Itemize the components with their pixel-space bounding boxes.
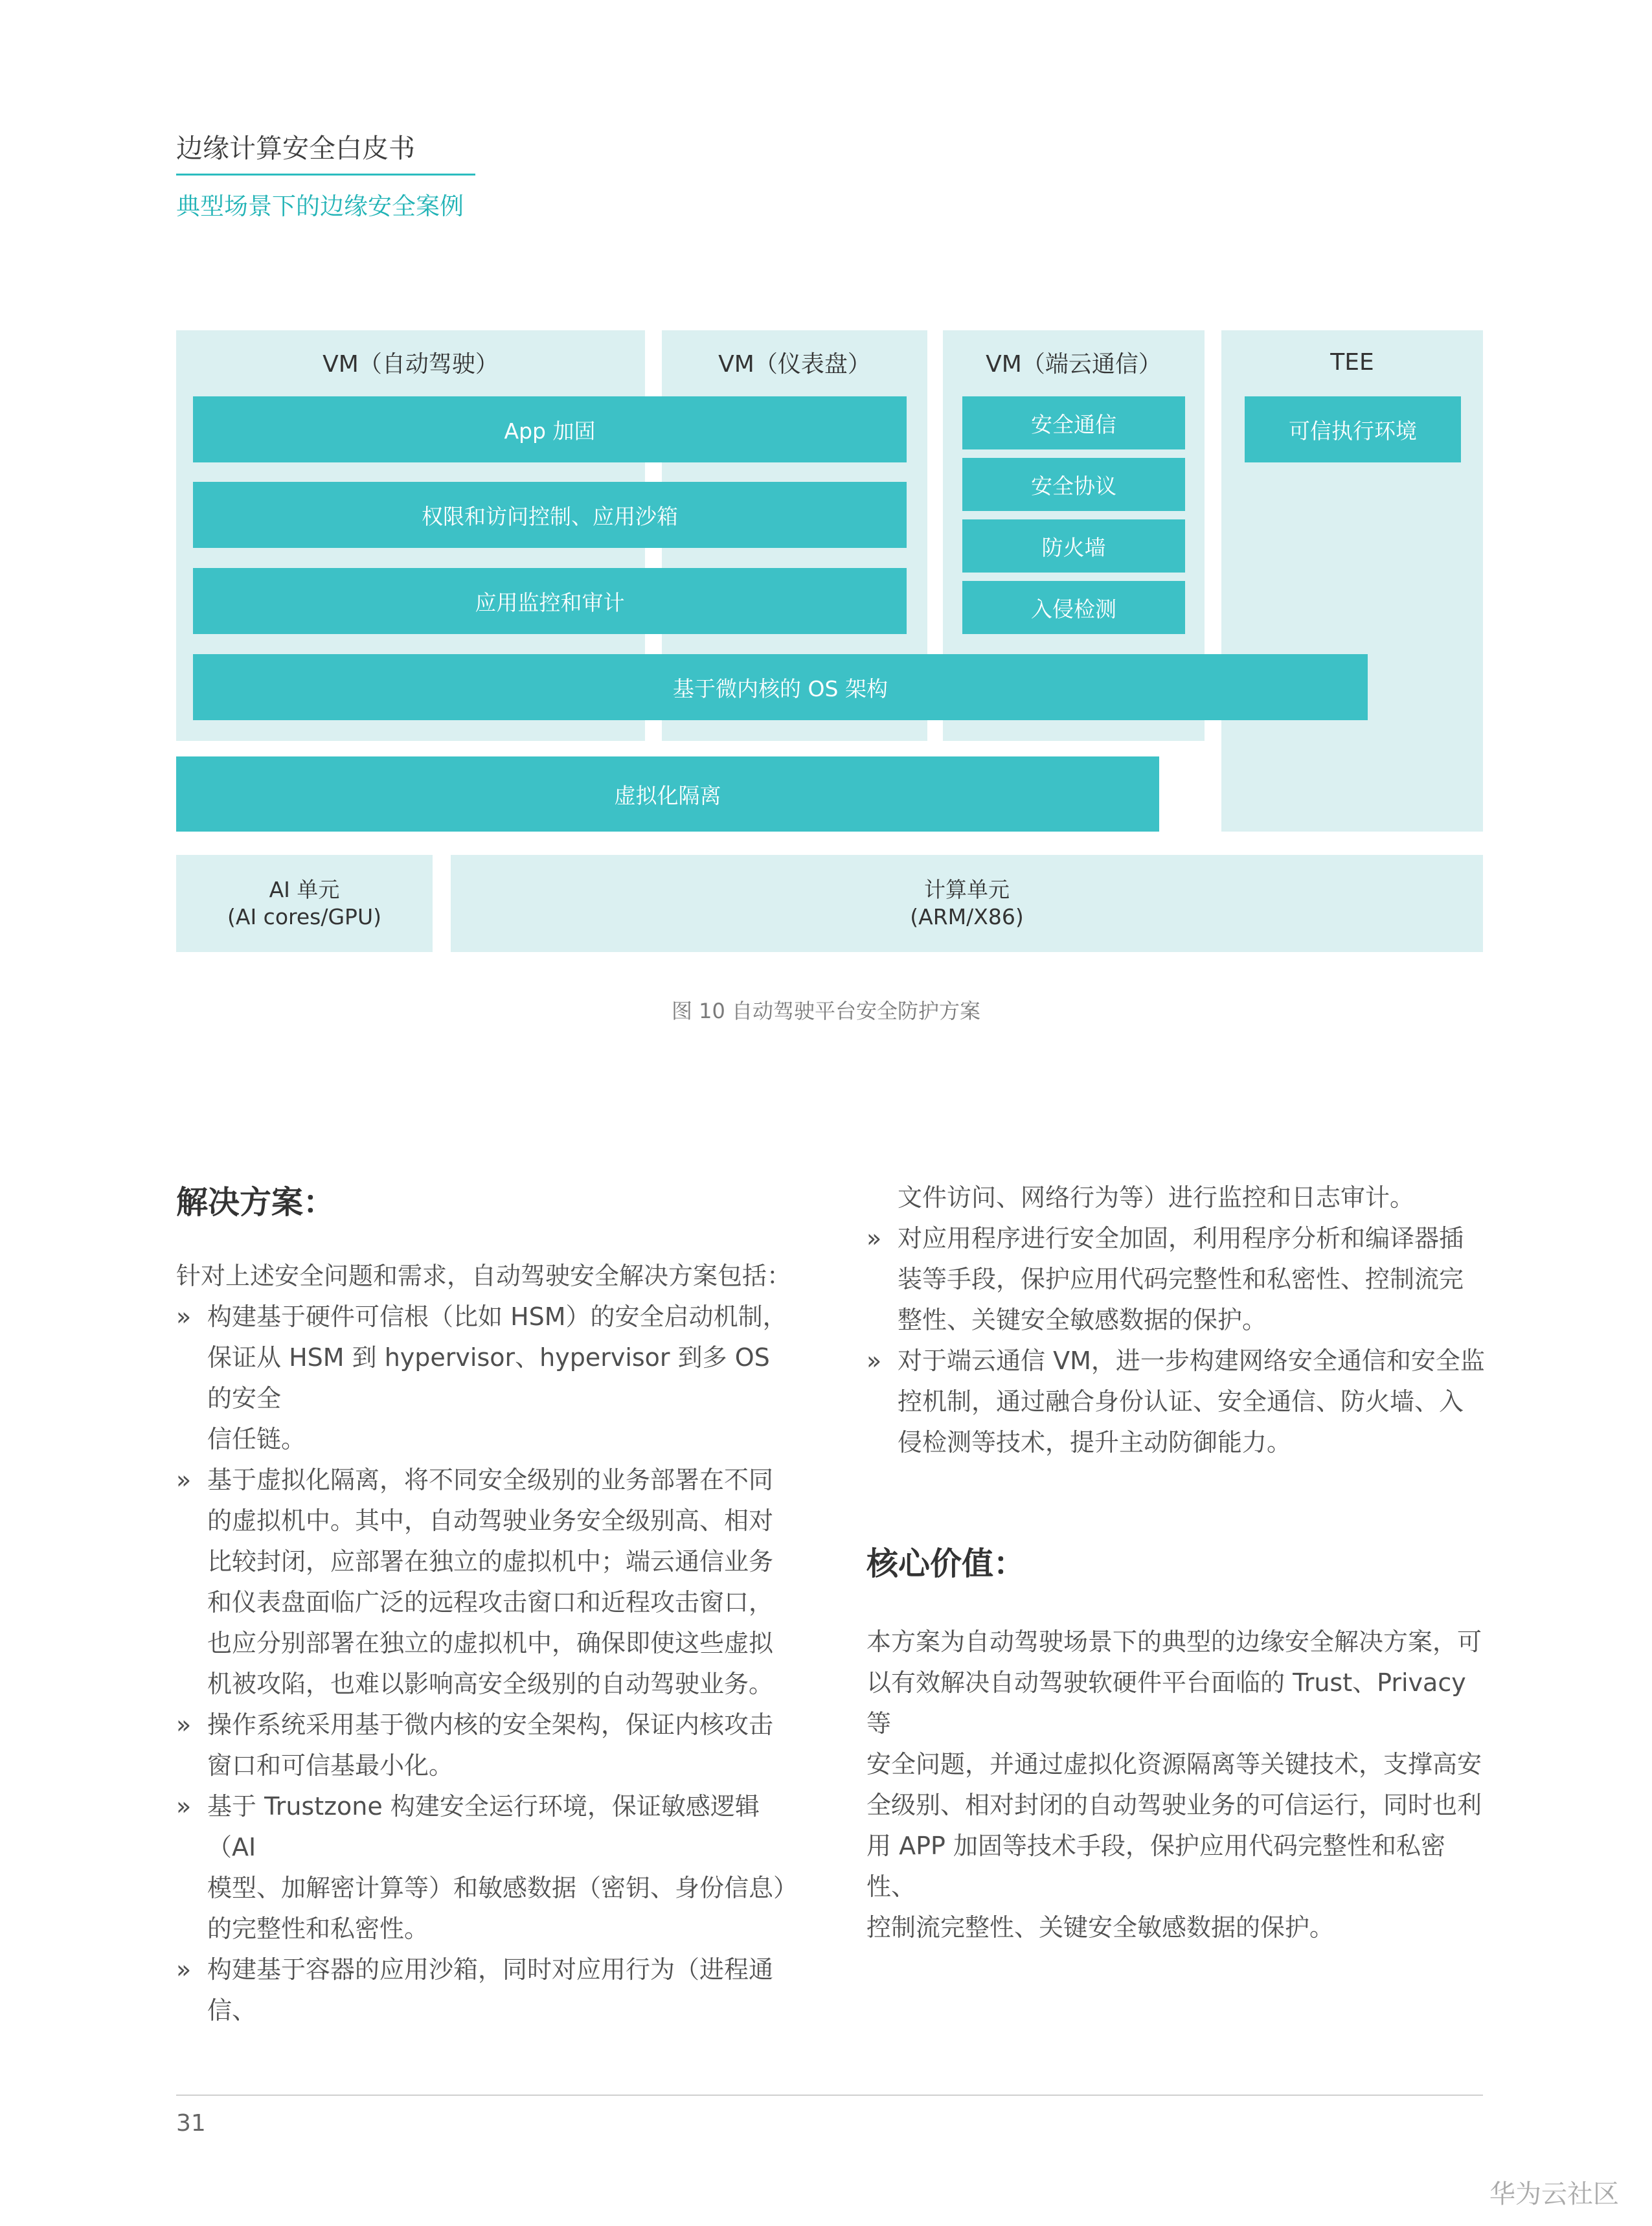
- watermark: 华为云社区: [1489, 2179, 1619, 2209]
- secure-comm-block: 安全通信: [962, 396, 1185, 449]
- secure-protocol-block: 安全协议: [962, 458, 1185, 511]
- header-divider: [176, 174, 475, 176]
- list-item: » 基于 Trustzone 构建安全运行环境，保证敏感逻辑（AI 模型、加解密计算等）和敏感数据（密钥、身份信息） 的完整性和私密性。: [176, 1786, 798, 1949]
- solution-list-continued: [866, 1177, 1488, 1463]
- core-value-paragraph: 本方案为自动驾驶场景下的典型的边缘安全解决方案，可 以有效解决自动驾驶软硬件平台面临的 Trust、Privacy 等 安全问题，并通过虚拟化资源隔离等关键技术，支撑高安 全级别、相对封闭的自动驾驶业务的可信运行，同时也利 用 APP 加固等技术手段，保护应用代码完整性和私密性、 控制流完整性、关键安全敏感数据的保护。: [866, 1628, 1482, 1942]
- ai-unit-label: AI 单元: [269, 877, 340, 902]
- app-monitor-audit-block: 应用监控和审计: [193, 568, 907, 634]
- solution-heading: 解决方案：: [176, 1184, 335, 1221]
- vm-autodrive-label: VM（自动驾驶）: [322, 350, 499, 378]
- list-item: » 对应用程序进行安全加固，利用程序分析和编译器插 装等手段，保护应用代码完整性和私密性、控制流完 整性、关键安全敏感数据的保护。: [866, 1218, 1488, 1341]
- list-item: » 基于虚拟化隔离，将不同安全级别的业务部署在不同 的虚拟机中。其中，自动驾驶业务安全级别高、相对 比较封闭，应部署在独立的虚拟机中；端云通信业务 和仪表盘面临广泛的远程攻击窗口和近程攻击窗口， 也应分别部署在独立的虚拟机中，确保即使这些虚拟 机被攻陷，也难以影响高安全级别的自动驾驶业务。: [176, 1460, 798, 1705]
- solution-intro: 针对上述安全问题和需求，自动驾驶安全解决方案包括：: [176, 1262, 792, 1290]
- document-title: 边缘计算安全白皮书: [176, 133, 415, 164]
- list-item: » 构建基于硬件可信根（比如 HSM）的安全启动机制， 保证从 HSM 到 hypervisor、hypervisor 到多 OS 的安全 信任链。: [176, 1297, 798, 1460]
- section-subtitle: 典型场景下的边缘安全案例: [176, 192, 464, 220]
- list-item: » 对于端云通信 VM，进一步构建网络安全通信和安全监 控机制，通过融合身份认证、安全通信、防火墙、入 侵检测等技术，提升主动防御能力。: [866, 1341, 1488, 1463]
- permission-sandbox-block: 权限和访问控制、应用沙箱: [193, 482, 907, 548]
- list-item-continuation: 文件访问、网络行为等）进行监控和日志审计。: [898, 1183, 1415, 1212]
- compute-unit-detail: (ARM/X86): [910, 904, 1024, 929]
- figure-caption: 图 10 自动驾驶平台安全防护方案: [671, 999, 981, 1023]
- footer-divider: [176, 2095, 1483, 2096]
- ai-unit-detail: (AI cores/GPU): [227, 904, 381, 929]
- compute-unit-block: [451, 855, 1483, 952]
- vm-cloudcomm-label: VM（端云通信）: [986, 350, 1162, 378]
- intrusion-detection-block: 入侵检测: [962, 581, 1185, 634]
- firewall-block: 防火墙: [962, 519, 1185, 573]
- left-column: [176, 1174, 798, 2031]
- virtualization-isolation-block: 虚拟化隔离: [176, 756, 1159, 832]
- list-item: » 构建基于容器的应用沙箱，同时对应用行为（进程通信、: [176, 1949, 798, 2031]
- page-number: 31: [176, 2110, 206, 2137]
- core-value-heading: 核心价值：: [866, 1545, 1026, 1582]
- compute-unit-label: 计算单元: [924, 877, 1010, 902]
- vm-dashboard-label: VM（仪表盘）: [718, 350, 871, 378]
- microkernel-os-block: 基于微内核的 OS 架构: [193, 654, 1368, 720]
- list-item: » 操作系统采用基于微内核的安全架构，保证内核攻击 窗口和可信基最小化。: [176, 1705, 798, 1786]
- solution-list: [176, 1297, 798, 2031]
- ai-unit-block: [176, 855, 433, 952]
- right-column: [866, 1177, 1488, 1463]
- app-hardening-block: App 加固: [193, 396, 907, 462]
- tee-label: TEE: [1330, 348, 1374, 376]
- trusted-execution-env-block: 可信执行环境: [1245, 396, 1461, 462]
